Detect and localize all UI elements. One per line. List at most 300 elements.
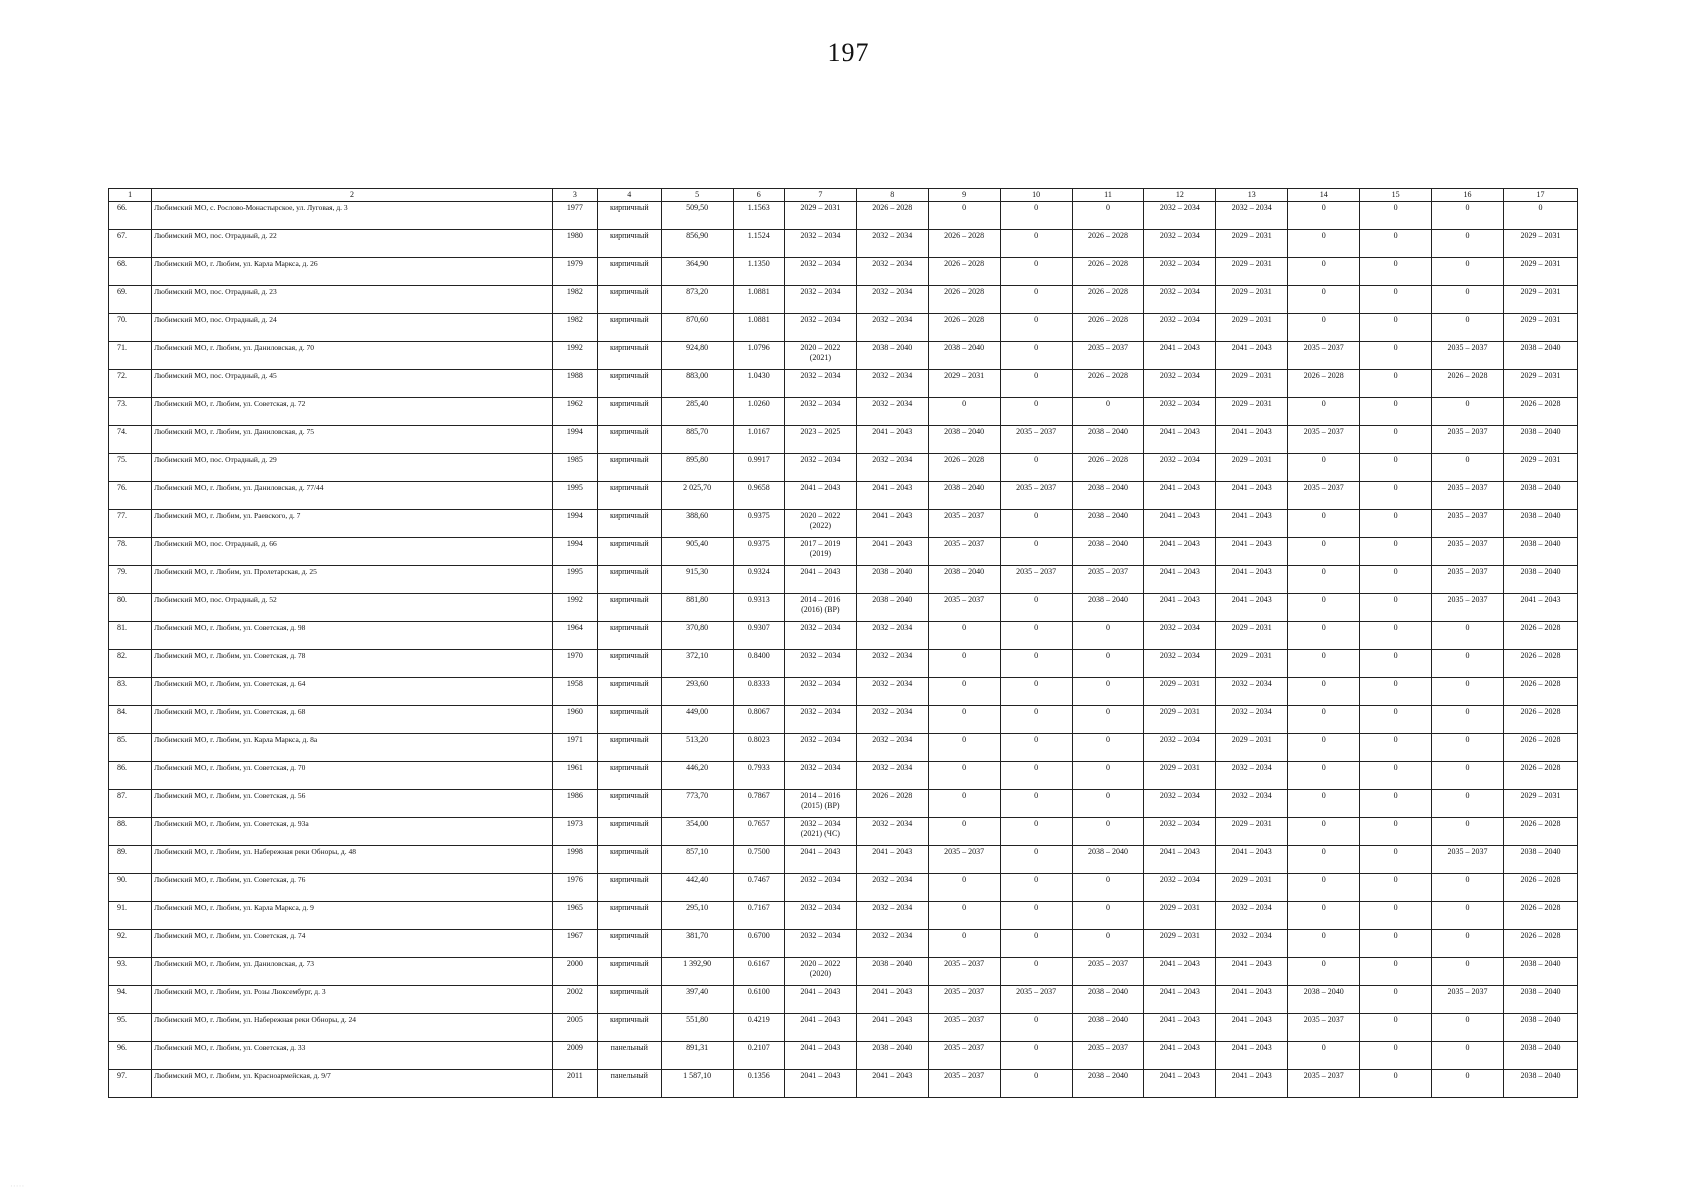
period-col17-cell: 0 — [1503, 202, 1577, 230]
row-number: 75. — [109, 454, 152, 482]
period-col7-cell — [784, 1014, 856, 1042]
row-number: 76. — [109, 482, 152, 510]
period-col17-cell: 2041 – 2043 — [1503, 594, 1577, 622]
table-row — [109, 762, 1578, 790]
period-col13-cell: 2029 – 2031 — [1216, 818, 1288, 846]
address-cell: Любимский МО, г. Любим, ул. Набережная реки Обноры, д. 48 — [152, 846, 553, 874]
period-col10-cell: 0 — [1000, 790, 1072, 818]
period-col11-cell: 2026 – 2028 — [1072, 258, 1144, 286]
year-cell: 2005 — [552, 1014, 597, 1042]
period-col15-cell: 0 — [1360, 510, 1432, 538]
address-cell: Любимский МО, пос. Отрадный, д. 29 — [152, 454, 553, 482]
period-col11-cell: 2026 – 2028 — [1072, 286, 1144, 314]
period-col12-cell: 2041 – 2043 — [1144, 1042, 1216, 1070]
table-row — [109, 454, 1578, 482]
period-col10-cell: 0 — [1000, 370, 1072, 398]
column-header: 4 — [597, 189, 661, 202]
period-col13-cell: 2029 – 2031 — [1216, 874, 1288, 902]
period-col17-cell: 2026 – 2028 — [1503, 874, 1577, 902]
period-col10-cell: 0 — [1000, 1014, 1072, 1042]
period-col13-cell: 2041 – 2043 — [1216, 342, 1288, 370]
period-col16-cell: 0 — [1432, 454, 1504, 482]
period-col9-cell: 2026 – 2028 — [928, 230, 1000, 258]
period-col13-cell: 2041 – 2043 — [1216, 566, 1288, 594]
column-header: 3 — [552, 189, 597, 202]
column-header: 15 — [1360, 189, 1432, 202]
period-col8-cell: 2032 – 2034 — [856, 286, 928, 314]
period-col13-cell: 2041 – 2043 — [1216, 538, 1288, 566]
period-col10-cell: 0 — [1000, 538, 1072, 566]
period-col10-cell: 0 — [1000, 874, 1072, 902]
period-col10-cell: 0 — [1000, 1070, 1072, 1098]
period-col14-cell: 0 — [1288, 846, 1360, 874]
period-value: 2032 – 2034 — [800, 399, 841, 408]
year-cell: 1994 — [552, 426, 597, 454]
coefficient-cell: 0.2107 — [733, 1042, 784, 1070]
row-number: 66. — [109, 202, 152, 230]
year-cell: 1992 — [552, 342, 597, 370]
row-number: 73. — [109, 398, 152, 426]
period-col11-cell: 2026 – 2028 — [1072, 454, 1144, 482]
material-cell: кирпичный — [597, 1014, 661, 1042]
period-col7-cell — [784, 314, 856, 342]
period-col14-cell: 0 — [1288, 930, 1360, 958]
table-row — [109, 958, 1578, 986]
period-col12-cell: 2032 – 2034 — [1144, 286, 1216, 314]
period-col7-cell — [784, 594, 856, 622]
period-note: (2020) — [809, 969, 832, 978]
address-cell: Любимский МО, пос. Отрадный, д. 45 — [152, 370, 553, 398]
coefficient-cell: 0.8333 — [733, 678, 784, 706]
area-cell: 295,10 — [661, 902, 733, 930]
table-header — [109, 189, 1578, 202]
address-cell: Любимский МО, г. Любим, ул. Советская, д. 70 — [152, 762, 553, 790]
year-cell: 1992 — [552, 594, 597, 622]
period-col8-cell: 2032 – 2034 — [856, 762, 928, 790]
period-col7-cell — [784, 902, 856, 930]
period-col12-cell: 2032 – 2034 — [1144, 202, 1216, 230]
period-col8-cell: 2041 – 2043 — [856, 1014, 928, 1042]
period-col17-cell: 2038 – 2040 — [1503, 426, 1577, 454]
material-cell: кирпичный — [597, 314, 661, 342]
period-col11-cell: 2038 – 2040 — [1072, 510, 1144, 538]
period-col17-cell: 2029 – 2031 — [1503, 258, 1577, 286]
period-col17-cell: 2026 – 2028 — [1503, 398, 1577, 426]
area-cell: 446,20 — [661, 762, 733, 790]
period-col16-cell: 0 — [1432, 790, 1504, 818]
period-col17-cell: 2038 – 2040 — [1503, 1070, 1577, 1098]
address-cell: Любимский МО, г. Любим, ул. Карла Маркса, д. 8а — [152, 734, 553, 762]
period-col8-cell: 2032 – 2034 — [856, 706, 928, 734]
period-col9-cell: 2029 – 2031 — [928, 370, 1000, 398]
period-value: 2017 – 2019 — [800, 539, 841, 548]
area-cell: 388,60 — [661, 510, 733, 538]
period-col8-cell: 2032 – 2034 — [856, 314, 928, 342]
period-col16-cell: 0 — [1432, 230, 1504, 258]
period-col11-cell: 0 — [1072, 762, 1144, 790]
period-value: 2032 – 2034 — [800, 371, 841, 380]
material-cell: кирпичный — [597, 370, 661, 398]
period-col9-cell: 0 — [928, 202, 1000, 230]
period-col16-cell: 2035 – 2037 — [1432, 594, 1504, 622]
period-col16-cell: 2035 – 2037 — [1432, 566, 1504, 594]
period-col13-cell: 2041 – 2043 — [1216, 426, 1288, 454]
period-col13-cell: 2041 – 2043 — [1216, 482, 1288, 510]
period-col14-cell: 2035 – 2037 — [1288, 342, 1360, 370]
period-col17-cell: 2029 – 2031 — [1503, 230, 1577, 258]
period-col16-cell: 0 — [1432, 678, 1504, 706]
period-col15-cell: 0 — [1360, 342, 1432, 370]
period-col13-cell: 2029 – 2031 — [1216, 370, 1288, 398]
period-col13-cell: 2041 – 2043 — [1216, 1014, 1288, 1042]
area-cell: 891,31 — [661, 1042, 733, 1070]
period-col8-cell: 2032 – 2034 — [856, 454, 928, 482]
coefficient-cell: 0.7933 — [733, 762, 784, 790]
material-cell: кирпичный — [597, 902, 661, 930]
period-col9-cell: 2035 – 2037 — [928, 510, 1000, 538]
year-cell: 1973 — [552, 818, 597, 846]
period-col7-cell — [784, 342, 856, 370]
period-col17-cell: 2038 – 2040 — [1503, 510, 1577, 538]
period-col12-cell: 2041 – 2043 — [1144, 510, 1216, 538]
area-cell: 1 392,90 — [661, 958, 733, 986]
material-cell: кирпичный — [597, 482, 661, 510]
period-col15-cell: 0 — [1360, 538, 1432, 566]
material-cell: кирпичный — [597, 706, 661, 734]
address-cell: Любимский МО, г. Любим, ул. Даниловская, д. 70 — [152, 342, 553, 370]
period-col10-cell: 0 — [1000, 342, 1072, 370]
row-number: 85. — [109, 734, 152, 762]
period-col10-cell: 2035 – 2037 — [1000, 986, 1072, 1014]
period-col13-cell: 2029 – 2031 — [1216, 398, 1288, 426]
period-col7-cell — [784, 202, 856, 230]
row-number: 69. — [109, 286, 152, 314]
period-col16-cell: 0 — [1432, 1014, 1504, 1042]
address-cell: Любимский МО, г. Любим, ул. Красноармейская, д. 9/7 — [152, 1070, 553, 1098]
period-col7-cell — [784, 762, 856, 790]
period-value: 2020 – 2022 — [800, 511, 841, 520]
period-col14-cell: 0 — [1288, 622, 1360, 650]
period-col13-cell: 2032 – 2034 — [1216, 678, 1288, 706]
year-cell: 1994 — [552, 538, 597, 566]
period-value: 2032 – 2034 — [800, 679, 841, 688]
table-row — [109, 1070, 1578, 1098]
coefficient-cell: 0.7867 — [733, 790, 784, 818]
area-cell: 885,70 — [661, 426, 733, 454]
period-note: (2019) — [809, 549, 832, 558]
period-col17-cell: 2026 – 2028 — [1503, 818, 1577, 846]
period-col14-cell: 0 — [1288, 594, 1360, 622]
coefficient-cell: 0.4219 — [733, 1014, 784, 1042]
address-cell: Любимский МО, пос. Отрадный, д. 52 — [152, 594, 553, 622]
period-col10-cell: 0 — [1000, 930, 1072, 958]
period-value: 2020 – 2022 — [800, 959, 841, 968]
period-value: 2041 – 2043 — [800, 483, 841, 492]
period-col7-cell — [784, 986, 856, 1014]
period-col16-cell: 2026 – 2028 — [1432, 370, 1504, 398]
period-value: 2041 – 2043 — [800, 987, 841, 996]
table-row — [109, 902, 1578, 930]
area-cell: 372,10 — [661, 650, 733, 678]
period-col10-cell: 0 — [1000, 594, 1072, 622]
period-col15-cell: 0 — [1360, 454, 1432, 482]
period-col8-cell: 2038 – 2040 — [856, 342, 928, 370]
coefficient-cell: 0.6700 — [733, 930, 784, 958]
period-col7-cell — [784, 930, 856, 958]
row-number: 94. — [109, 986, 152, 1014]
period-col15-cell: 0 — [1360, 1042, 1432, 1070]
area-cell: 915,30 — [661, 566, 733, 594]
table-row — [109, 706, 1578, 734]
table-row — [109, 398, 1578, 426]
period-col16-cell: 0 — [1432, 706, 1504, 734]
period-col16-cell: 2035 – 2037 — [1432, 986, 1504, 1014]
period-col9-cell: 0 — [928, 762, 1000, 790]
period-col16-cell: 2035 – 2037 — [1432, 538, 1504, 566]
period-col13-cell: 2029 – 2031 — [1216, 258, 1288, 286]
period-col16-cell: 0 — [1432, 202, 1504, 230]
period-value: 2020 – 2022 — [800, 343, 841, 352]
material-cell: кирпичный — [597, 622, 661, 650]
period-col16-cell: 0 — [1432, 286, 1504, 314]
period-value: 2032 – 2034 — [800, 623, 841, 632]
period-col14-cell: 0 — [1288, 510, 1360, 538]
period-col12-cell: 2041 – 2043 — [1144, 566, 1216, 594]
area-cell: 883,00 — [661, 370, 733, 398]
period-value: 2041 – 2043 — [800, 1071, 841, 1080]
period-value: 2023 – 2025 — [800, 427, 841, 436]
period-col12-cell: 2029 – 2031 — [1144, 902, 1216, 930]
table-body — [109, 202, 1578, 1098]
period-value: 2014 – 2016 — [800, 595, 841, 604]
year-cell: 1986 — [552, 790, 597, 818]
period-col11-cell: 0 — [1072, 622, 1144, 650]
table-row — [109, 314, 1578, 342]
period-col16-cell: 2035 – 2037 — [1432, 482, 1504, 510]
period-col16-cell: 0 — [1432, 818, 1504, 846]
row-number: 68. — [109, 258, 152, 286]
period-col17-cell: 2038 – 2040 — [1503, 1014, 1577, 1042]
period-col13-cell: 2041 – 2043 — [1216, 986, 1288, 1014]
row-number: 88. — [109, 818, 152, 846]
page-number: 197 — [827, 38, 870, 67]
period-col15-cell: 0 — [1360, 846, 1432, 874]
period-col15-cell: 0 — [1360, 706, 1432, 734]
row-number: 81. — [109, 622, 152, 650]
period-col16-cell: 0 — [1432, 762, 1504, 790]
period-col13-cell: 2032 – 2034 — [1216, 762, 1288, 790]
period-col9-cell: 0 — [928, 734, 1000, 762]
period-col10-cell: 0 — [1000, 286, 1072, 314]
area-cell: 905,40 — [661, 538, 733, 566]
period-col11-cell: 0 — [1072, 678, 1144, 706]
period-col13-cell: 2041 – 2043 — [1216, 510, 1288, 538]
period-col10-cell: 0 — [1000, 510, 1072, 538]
period-col11-cell: 2026 – 2028 — [1072, 314, 1144, 342]
address-cell: Любимский МО, г. Любим, ул. Даниловская, д. 75 — [152, 426, 553, 454]
period-col10-cell: 2035 – 2037 — [1000, 482, 1072, 510]
period-col7-cell — [784, 790, 856, 818]
row-number: 71. — [109, 342, 152, 370]
address-cell: Любимский МО, г. Любим, ул. Советская, д. 33 — [152, 1042, 553, 1070]
period-col10-cell: 0 — [1000, 398, 1072, 426]
period-col17-cell: 2026 – 2028 — [1503, 762, 1577, 790]
period-col8-cell: 2041 – 2043 — [856, 426, 928, 454]
period-col12-cell: 2032 – 2034 — [1144, 230, 1216, 258]
period-col16-cell: 0 — [1432, 874, 1504, 902]
period-col16-cell: 0 — [1432, 734, 1504, 762]
period-col14-cell: 0 — [1288, 258, 1360, 286]
period-col10-cell: 0 — [1000, 734, 1072, 762]
period-col17-cell: 2038 – 2040 — [1503, 1042, 1577, 1070]
coefficient-cell: 1.0430 — [733, 370, 784, 398]
period-col9-cell: 2035 – 2037 — [928, 846, 1000, 874]
material-cell: кирпичный — [597, 650, 661, 678]
coefficient-cell: 0.8023 — [733, 734, 784, 762]
period-col9-cell: 2038 – 2040 — [928, 482, 1000, 510]
area-cell: 354,00 — [661, 818, 733, 846]
column-header: 1 — [109, 189, 152, 202]
material-cell: кирпичный — [597, 678, 661, 706]
year-cell: 1985 — [552, 454, 597, 482]
period-col14-cell: 0 — [1288, 398, 1360, 426]
table-row — [109, 426, 1578, 454]
column-header: 11 — [1072, 189, 1144, 202]
period-col13-cell: 2032 – 2034 — [1216, 202, 1288, 230]
period-col13-cell: 2029 – 2031 — [1216, 454, 1288, 482]
period-col17-cell: 2038 – 2040 — [1503, 566, 1577, 594]
period-col14-cell: 0 — [1288, 706, 1360, 734]
period-value: 2032 – 2034 — [800, 903, 841, 912]
period-col7-cell — [784, 706, 856, 734]
year-cell: 1960 — [552, 706, 597, 734]
period-col12-cell: 2032 – 2034 — [1144, 874, 1216, 902]
year-cell: 1958 — [552, 678, 597, 706]
period-col8-cell: 2032 – 2034 — [856, 622, 928, 650]
area-cell: 856,90 — [661, 230, 733, 258]
period-note: (2021) (ЧС) — [800, 829, 840, 838]
year-cell: 1970 — [552, 650, 597, 678]
material-cell: кирпичный — [597, 846, 661, 874]
period-col9-cell: 0 — [928, 902, 1000, 930]
period-col11-cell: 0 — [1072, 930, 1144, 958]
period-col12-cell: 2041 – 2043 — [1144, 1014, 1216, 1042]
period-col16-cell: 0 — [1432, 930, 1504, 958]
period-col15-cell: 0 — [1360, 874, 1432, 902]
period-col8-cell: 2041 – 2043 — [856, 1070, 928, 1098]
period-col7-cell — [784, 650, 856, 678]
period-col12-cell: 2032 – 2034 — [1144, 734, 1216, 762]
period-col7-cell — [784, 1042, 856, 1070]
period-col7-cell — [784, 258, 856, 286]
period-value: 2041 – 2043 — [800, 847, 841, 856]
table-row — [109, 370, 1578, 398]
column-header: 9 — [928, 189, 1000, 202]
period-col9-cell: 0 — [928, 790, 1000, 818]
period-col9-cell: 2035 – 2037 — [928, 958, 1000, 986]
row-number: 78. — [109, 538, 152, 566]
material-cell: кирпичный — [597, 426, 661, 454]
period-col12-cell: 2041 – 2043 — [1144, 482, 1216, 510]
period-col13-cell: 2032 – 2034 — [1216, 902, 1288, 930]
period-col11-cell: 0 — [1072, 874, 1144, 902]
period-col7-cell — [784, 846, 856, 874]
period-col7-cell — [784, 874, 856, 902]
table-row — [109, 258, 1578, 286]
period-col13-cell: 2029 – 2031 — [1216, 650, 1288, 678]
period-col8-cell: 2041 – 2043 — [856, 986, 928, 1014]
period-col8-cell: 2038 – 2040 — [856, 1042, 928, 1070]
period-col9-cell: 0 — [928, 706, 1000, 734]
period-col12-cell: 2032 – 2034 — [1144, 454, 1216, 482]
year-cell: 1967 — [552, 930, 597, 958]
year-cell: 1998 — [552, 846, 597, 874]
period-col14-cell: 2026 – 2028 — [1288, 370, 1360, 398]
row-number: 90. — [109, 874, 152, 902]
period-col14-cell: 0 — [1288, 286, 1360, 314]
period-col11-cell: 0 — [1072, 902, 1144, 930]
period-value: 2041 – 2043 — [800, 1043, 841, 1052]
year-cell: 1994 — [552, 510, 597, 538]
period-col8-cell: 2041 – 2043 — [856, 510, 928, 538]
period-col15-cell: 0 — [1360, 370, 1432, 398]
address-cell: Любимский МО, г. Любим, ул. Пролетарская, д. 25 — [152, 566, 553, 594]
period-col15-cell: 0 — [1360, 1070, 1432, 1098]
period-col9-cell: 2026 – 2028 — [928, 286, 1000, 314]
period-col9-cell: 0 — [928, 398, 1000, 426]
period-col15-cell: 0 — [1360, 734, 1432, 762]
period-col17-cell: 2038 – 2040 — [1503, 958, 1577, 986]
column-header: 8 — [856, 189, 928, 202]
period-col9-cell: 2038 – 2040 — [928, 342, 1000, 370]
address-cell: Любимский МО, г. Любим, ул. Советская, д. 68 — [152, 706, 553, 734]
coefficient-cell: 1.0167 — [733, 426, 784, 454]
coefficient-cell: 0.6100 — [733, 986, 784, 1014]
row-number: 74. — [109, 426, 152, 454]
period-col9-cell: 2035 – 2037 — [928, 986, 1000, 1014]
period-col10-cell: 2035 – 2037 — [1000, 426, 1072, 454]
period-col14-cell: 0 — [1288, 874, 1360, 902]
material-cell: кирпичный — [597, 958, 661, 986]
period-col11-cell: 2026 – 2028 — [1072, 370, 1144, 398]
period-col11-cell: 2038 – 2040 — [1072, 594, 1144, 622]
period-value: 2014 – 2016 — [800, 791, 841, 800]
period-col8-cell: 2041 – 2043 — [856, 538, 928, 566]
period-col7-cell — [784, 566, 856, 594]
table-row — [109, 1014, 1578, 1042]
year-cell: 1982 — [552, 286, 597, 314]
period-col14-cell: 2035 – 2037 — [1288, 426, 1360, 454]
period-col11-cell: 0 — [1072, 706, 1144, 734]
period-col14-cell: 0 — [1288, 314, 1360, 342]
period-col9-cell: 0 — [928, 650, 1000, 678]
row-number: 72. — [109, 370, 152, 398]
table-row — [109, 930, 1578, 958]
period-col15-cell: 0 — [1360, 230, 1432, 258]
period-col12-cell: 2041 – 2043 — [1144, 846, 1216, 874]
period-col10-cell: 0 — [1000, 230, 1072, 258]
area-cell: 924,80 — [661, 342, 733, 370]
period-col10-cell: 0 — [1000, 1042, 1072, 1070]
period-col15-cell: 0 — [1360, 678, 1432, 706]
area-cell: 870,60 — [661, 314, 733, 342]
period-col15-cell: 0 — [1360, 286, 1432, 314]
period-col10-cell: 0 — [1000, 762, 1072, 790]
period-col13-cell: 2041 – 2043 — [1216, 958, 1288, 986]
material-cell: кирпичный — [597, 790, 661, 818]
period-col8-cell: 2032 – 2034 — [856, 902, 928, 930]
address-cell: Любимский МО, г. Любим, ул. Советская, д. 78 — [152, 650, 553, 678]
